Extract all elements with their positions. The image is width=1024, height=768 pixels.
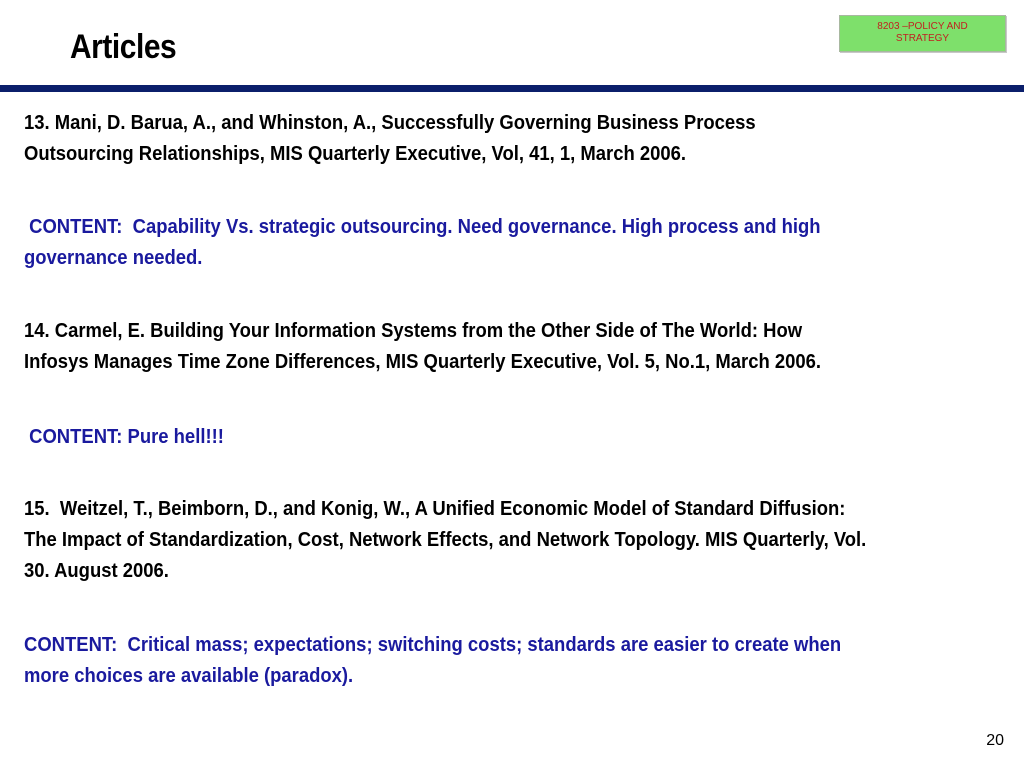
article-13-reference [24,107,915,169]
page-number: 20 [986,732,1004,749]
article-15-ref-line3: 30. August 2006. [24,559,169,582]
article-14-reference [24,315,915,377]
article-13-content [24,211,915,273]
article-13-content-line2: governance needed. [24,246,203,269]
article-13-ref-line1: 13. Mani, D. Barua, A., and Whinston, A., Successfully Governing Business Process [24,111,756,134]
article-13-ref-line2: Outsourcing Relationships, MIS Quarterly Executive, Vol, 41, 1, March 2006. [24,142,687,165]
article-14-ref-line2: Infosys Manages Time Zone Differences, MIS Quarterly Executive, Vol. 5, No.1, March 2006. [24,350,822,373]
article-14-ref-line1: 14. Carmel, E. Building Your Information Systems from the Other Side of The World: How [24,319,803,342]
article-14-content [24,421,915,452]
title-divider [0,85,1024,92]
course-badge-line1: 8203 –POLICY AND [877,21,968,32]
article-15-content-line1: CONTENT: Critical mass; expectations; switching costs; standards are easier to create when [24,633,842,656]
article-15-ref-line1: 15. Weitzel, T., Beimborn, D., and Konig, W., A Unified Economic Model of Standard Diffusion: [24,497,846,520]
article-15-reference [24,493,915,586]
article-15-content [24,629,915,691]
slide-title: Articles [70,28,177,66]
article-15-ref-line2: The Impact of Standardization, Cost, Network Effects, and Network Topology. MIS Quarterly, Vol. [24,528,867,551]
article-15-content-line2: more choices are available (paradox). [24,664,354,687]
article-13-content-line1: CONTENT: Capability Vs. strategic outsourcing. Need governance. High process and high [24,215,821,238]
article-14-content-line1: CONTENT: Pure hell!!! [24,425,224,448]
course-badge-line2: STRATEGY [895,33,950,44]
course-badge [839,15,1006,52]
